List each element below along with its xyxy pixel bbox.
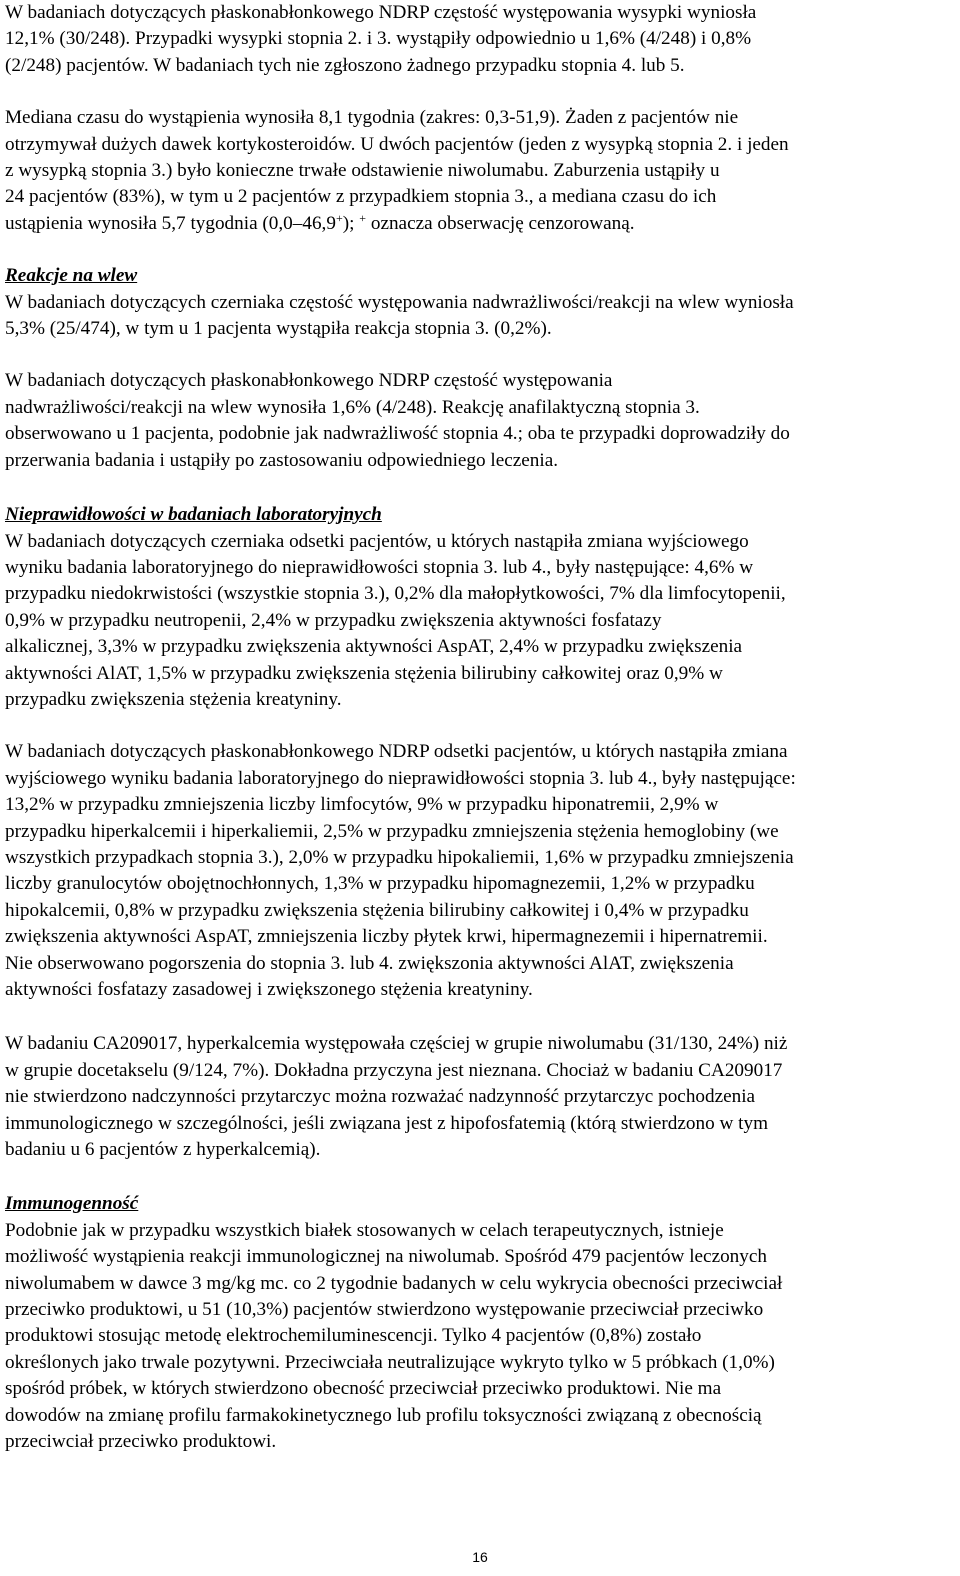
paragraph-infusion-melanoma: W badaniach dotyczących czerniaka częstość występowania nadwrażliwości/reakcji na wlew wyniosła 5,3% (25/474), w tym u 1 pacjenta wystąpiła reakcja stopnia 3. (0,2%).	[5, 291, 794, 340]
spacer	[5, 342, 950, 368]
paragraph-rash-onset-text-3: oznacza obserwację cenzorowaną.	[366, 212, 635, 234]
paragraph-infusion-nsclc: W badaniach dotyczących płaskonabłonkowego NDRP częstość występowania nadwrażliwości/reakcji na wlew wynosiła 1,6% (4/248). Reakcję anafilaktyczną stopnia 3. obserwowano u 1 pacjenta, podobnie jak nadwrażliwość stopnia 4.; oba te przypadki doprowadziły do przerwania badania i ustąpiły po zastosowaniu odpowiedniego leczenia.	[5, 370, 790, 471]
section-heading-immunogenicity: Immunogenność	[5, 1193, 139, 1215]
paragraph-rash-onset	[5, 105, 950, 237]
paragraph-immunogenicity: Podobnie jak w przypadku wszystkich białek stosowanych w celach terapeutycznych, istnieje możliwość wystąpienia reakcji immunologicznej na niwolumab. Spośród 479 pacjentów leczonych niwolumabem w dawce 3 mg/kg mc. co 2 tygodnie badanych w celu wykrycia obecności przeciwciał przeciwko produktowi, u 51 (10,3%) pacjentów stwierdzono występowanie przeciwciał przeciwko produktowi stosując metodę elektrochemiluminescencji. Tylko 4 pacjentów (0,8%) zostało określonych jako trwale pozytywni. Przeciwciała neutralizujące wykryto tylko w 5 próbkach (1,0%) spośród próbek, w których stwierdzono obecność przeciwciał przeciwko produktowi. Nie ma dowodów na zmianę profilu farmakokinetycznego lub profilu toksyczności związaną z obecnością przeciwciał przeciwko produktowi.	[5, 1219, 783, 1453]
paragraph-rash-onset-text-2: );	[342, 212, 360, 234]
page-number: 16	[472, 1549, 488, 1565]
section-heading-infusion-reactions: Reakcje na wlew	[5, 265, 138, 287]
spacer	[5, 79, 950, 105]
spacer	[5, 1003, 950, 1031]
censored-marker: +	[335, 210, 343, 225]
spacer	[5, 237, 950, 263]
paragraph-lab-nsclc: W badaniach dotyczących płaskonabłonkowego NDRP odsetki pacjentów, u których nastąpiła zmiana wyjściowego wyniku badania laboratoryjnego do nieprawidłowości stopnia 3. lub 4., były następujące: 13,2% w przypadku zmniejszenia liczby limfocytów, 9% w przypadku hiponatremii, 2,9% w przypadku hiperkalcemii i hiperkaliemii, 2,5% w przypadku zmniejszenia stężenia hemoglobiny (we wszystkich przypadkach stopnia 3.), 2,0% w przypadku hipokaliemii, 1,6% w przypadku zmniejszenia liczby granulocytów obojętnochłonnych, 1,3% w przypadku hipomagnezemii, 1,2% w przypadku hipokalcemii, 0,8% w przypadku zwiększenia stężenia bilirubiny całkowitej i 0,4% w przypadku zwiększenia aktywności AspAT, zmniejszenia liczby płytek krwi, hipermagnezemii i hipernatremii. Nie obserwowano pogorszenia do stopnia 3. lub 4. zwiększonia aktywności AlAT, zwiększenia aktywności fosfatazy zasadowej i zwiększonego stężenia kreatyniny.	[5, 741, 796, 1000]
document-page	[5, 0, 950, 1456]
paragraph-rash-nsclc: W badaniach dotyczących płaskonabłonkowego NDRP częstość występowania wysypki wyniosła 12,1% (30/248). Przypadki wysypki stopnia 2. i 3. wystąpiły odpowiednio u 1,6% (4/248) i 0,8% (2/248) pacjentów. W badaniach tych nie zgłoszono żadnego przypadku stopnia 4. lub 5.	[5, 2, 757, 76]
section-heading-lab-abnormalities: Nieprawidłowości w badaniach laboratoryjnych	[5, 504, 382, 526]
paragraph-lab-melanoma: W badaniach dotyczących czerniaka odsetki pacjentów, u których nastąpiła zmiana wyjściowego wyniku badania laboratoryjnego do nieprawidłowości stopnia 3. lub 4., były następujące: 4,6% w przypadku niedokrwistości (wszystkie stopnia 3.), 0,2% dla małopłytkowości, 7% dla limfocytopenii, 0,9% w przypadku neutropenii, 2,4% w przypadku zwiększenia aktywności fosfatazy alkalicznej, 3,3% w przypadku zwiększenia aktywności AspAT, 2,4% w przypadku zwiększenia aktywności AlAT, 1,5% w przypadku zwiększenia stężenia bilirubiny całkowitej oraz 0,9% w przypadku zwiększenia stężenia kreatyniny.	[5, 530, 786, 710]
spacer	[5, 713, 950, 739]
paragraph-hypercalcemia: W badaniu CA209017, hyperkalcemia występowała częściej w grupie niwolumabu (31/130, 24%) niż w grupie docetakselu (9/124, 7%). Dokładna przyczyna jest nieznana. Chociaż w badaniu CA209017 nie stwierdzono nadczynności przytarczyc można rozważać nadzynność przytarczyc pochodzenia immunologicznego w szczególności, jeśli związana jest z hipofosfatemią (którą stwierdzono w tym badaniu u 6 pacjentów z hyperkalcemią).	[5, 1033, 788, 1161]
paragraph-rash-onset-text: Mediana czasu do wystąpienia wynosiła 8,1 tygodnia (zakres: 0,3-51,9). Żaden z pacjentów nie otrzymywał dużych dawek kortykosteroidów. U dwóch pacjentów (jeden z wysypką stopnia 2. i jeden z wysypką stopnia 3.) było konieczne trwałe odstawienie niwolumabu. Zaburzenia ustąpiły u 24 pacjentów (83%), w tym u 2 pacjentów z przypadkiem stopnia 3., a mediana czasu do ich ustąpienia wynosiła 5,7 tygodnia (0,0–46,9	[5, 107, 789, 234]
censored-marker-2: +	[359, 210, 367, 225]
spacer	[5, 1163, 950, 1191]
spacer	[5, 474, 950, 502]
